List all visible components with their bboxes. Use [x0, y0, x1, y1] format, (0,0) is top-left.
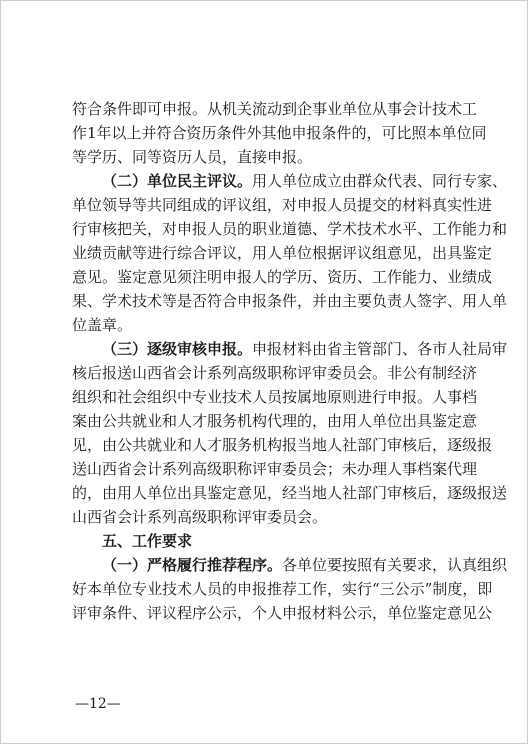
paragraph-first-line — [72, 553, 508, 577]
section-heading: 五、工作要求 — [102, 532, 193, 550]
paragraph-lead: （三）逐级审核申报。 — [102, 340, 253, 358]
text-line: 核后报送山西省会计系列高级职称评审委员会。非公有制经济 — [72, 364, 478, 382]
paragraph-lead: （一）严格履行推荐程序。 — [102, 556, 283, 574]
text-line: 送山西省会计系列高级职称评审委员会；未办理人事档案代理 — [72, 460, 478, 478]
text-line: 作1年以上并符合资历条件外其他申报条件的，可比照本单位同 — [72, 124, 487, 142]
text-line: 单位领导等共同组成的评议组，对申报人员提交的材料真实性进 — [72, 196, 493, 214]
paragraph-lead: （二）单位民主评议。 — [102, 172, 253, 190]
paragraph-text: 申报材料由省主管部门、各市人社局审 — [252, 340, 508, 358]
text-line: 果、学术技术等是否符合申报条件，并由主要负责人签字、用人单 — [72, 292, 508, 310]
text-line: 评审条件、评议程序公示，个人申报材料公示，单位鉴定意见公 — [72, 604, 493, 622]
text-line: 意见。鉴定意见须注明申报人的学历、资历、工作能力、业绩成 — [72, 268, 493, 286]
paragraph-text: 各单位要按照有关要求，认真组织 — [282, 556, 508, 574]
text-line: 位盖章。 — [72, 316, 133, 334]
paragraph-text: 用人单位成立由群众代表、同行专家、 — [252, 172, 508, 190]
text-line: 山西省会计系列高级职称评审委员会。 — [72, 508, 328, 526]
text-line: 见，由公共就业和人才服务机构报当地人社部门审核后，逐级报 — [72, 436, 493, 454]
page-number: —12— — [75, 696, 121, 712]
text-line: 的，由用人单位出具鉴定意见，经当地人社部门审核后，逐级报送 — [72, 484, 508, 502]
text-line: 组织和社会组织中专业技术人员按属地原则进行申报。人事档 — [72, 388, 478, 406]
text-line: 符合条件即可申报。从机关流动到企事业单位从事会计技术工 — [72, 100, 478, 118]
paragraph-first-line — [72, 169, 508, 193]
text-line: 案由公共就业和人才服务机构代理的，由用人单位出具鉴定意 — [72, 412, 478, 430]
text-line: 行审核把关，对申报人员的职业道德、学术技术水平、工作能力和 — [72, 220, 508, 238]
document-body — [72, 97, 508, 625]
paragraph-first-line — [72, 337, 508, 361]
text-line: 好本单位专业技术人员的申报推荐工作，实行“三公示”制度，即 — [72, 580, 493, 598]
text-line: 业绩贡献等进行综合评议，用人单位根据评议组意见，出具鉴定 — [72, 244, 493, 262]
text-line: 等学历、同等资历人员，直接申报。 — [72, 148, 313, 166]
